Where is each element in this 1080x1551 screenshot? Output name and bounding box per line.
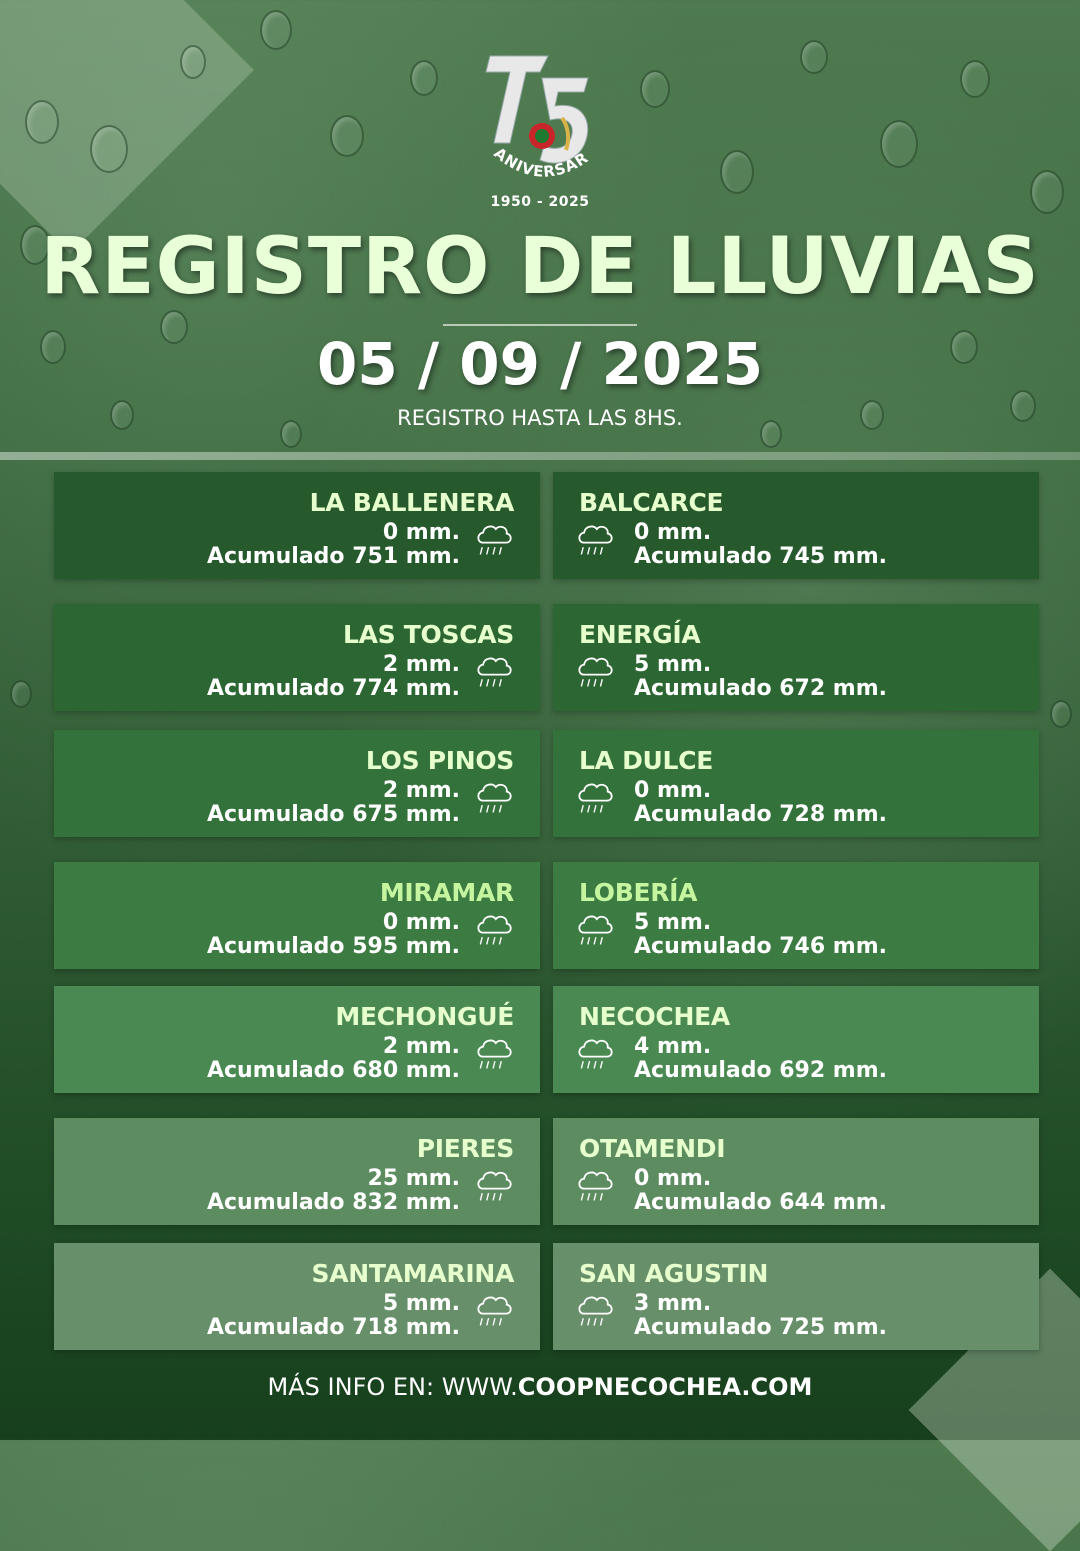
station-card <box>553 472 1039 579</box>
station-card <box>54 604 540 711</box>
station-card <box>54 472 540 579</box>
station-name-santamarina: SANTAMARINA <box>311 1259 514 1288</box>
station-rain-today: 2 mm. <box>382 778 460 803</box>
station-name-balcarce: BALCARCE <box>579 488 724 517</box>
station-rain-today: 2 mm. <box>382 1034 460 1059</box>
svg-text:ANIVERSARIO: ANIVERSAR <box>490 143 592 181</box>
rain-cloud-icon <box>575 1164 615 1206</box>
station-card <box>553 1243 1039 1350</box>
station-rain-accumulated: Acumulado 728 mm. <box>634 802 888 827</box>
rain-cloud-icon <box>474 1032 514 1074</box>
station-rain-today: 5 mm. <box>634 652 712 677</box>
station-rain-today: 0 mm. <box>634 778 712 803</box>
station-rain-accumulated: Acumulado 751 mm. <box>206 544 460 569</box>
rain-cloud-icon <box>575 1032 615 1074</box>
rain-cloud-icon <box>575 650 615 692</box>
station-rain-accumulated: Acumulado 718 mm. <box>206 1315 460 1340</box>
station-rain-accumulated: Acumulado 644 mm. <box>634 1190 888 1215</box>
anniversary-logo <box>470 48 610 218</box>
station-name-necochea: NECOCHEA <box>579 1002 730 1031</box>
station-rain-accumulated: Acumulado 692 mm. <box>634 1058 888 1083</box>
rain-cloud-icon <box>474 518 514 560</box>
station-card <box>553 1118 1039 1225</box>
station-rain-today: 0 mm. <box>634 1166 712 1191</box>
rain-cloud-icon <box>575 1289 615 1331</box>
station-name-miramar: MIRAMAR <box>379 878 514 907</box>
station-rain-accumulated: Acumulado 675 mm. <box>206 802 460 827</box>
rain-cloud-icon <box>474 650 514 692</box>
rain-cloud-icon <box>575 518 615 560</box>
rain-cloud-icon <box>474 1289 514 1331</box>
page-title: REGISTRO DE LLUVIAS <box>40 222 1040 312</box>
station-rain-accumulated: Acumulado 832 mm. <box>206 1190 460 1215</box>
station-rain-today: 0 mm. <box>382 910 460 935</box>
station-name-san-agustin: SAN AGUSTIN <box>579 1259 769 1288</box>
station-rain-today: 4 mm. <box>634 1034 712 1059</box>
rain-cloud-icon <box>474 1164 514 1206</box>
station-name-las-toscas: LAS TOSCAS <box>343 620 514 649</box>
station-name-energ-a: ENERGÍA <box>579 620 701 649</box>
station-name-mechongu-: MECHONGUÉ <box>335 1002 514 1031</box>
station-rain-accumulated: Acumulado 725 mm. <box>634 1315 888 1340</box>
station-name-otamendi: OTAMENDI <box>579 1134 726 1163</box>
station-card <box>553 604 1039 711</box>
station-rain-accumulated: Acumulado 745 mm. <box>634 544 888 569</box>
footer-info <box>0 1373 1080 1401</box>
station-rain-today: 0 mm. <box>634 520 712 545</box>
report-subtitle: REGISTRO HASTA LAS 8HS. <box>397 406 683 430</box>
station-name-la-ballenera: LA BALLENERA <box>309 488 514 517</box>
station-rain-today: 25 mm. <box>367 1166 460 1191</box>
station-name-lober-a: LOBERÍA <box>579 878 698 907</box>
station-card <box>54 986 540 1093</box>
station-card <box>553 986 1039 1093</box>
station-name-la-dulce: LA DULCE <box>579 746 713 775</box>
station-rain-accumulated: Acumulado 774 mm. <box>206 676 460 701</box>
station-rain-accumulated: Acumulado 595 mm. <box>206 934 460 959</box>
station-card <box>54 1243 540 1350</box>
title-divider <box>443 324 637 326</box>
station-rain-today: 5 mm. <box>634 910 712 935</box>
station-rain-today: 0 mm. <box>382 520 460 545</box>
station-rain-accumulated: Acumulado 680 mm. <box>206 1058 460 1083</box>
rain-cloud-icon <box>575 776 615 818</box>
station-card <box>54 1118 540 1225</box>
station-card <box>54 730 540 837</box>
station-name-los-pinos: LOS PINOS <box>365 746 514 775</box>
station-card <box>553 730 1039 837</box>
footer-domain[interactable]: COOPNECOCHEA.COM <box>517 1373 813 1401</box>
station-rain-accumulated: Acumulado 672 mm. <box>634 676 888 701</box>
horizontal-band <box>0 452 1080 460</box>
logo-75-icon <box>470 48 610 198</box>
rain-cloud-icon <box>474 908 514 950</box>
rain-cloud-icon <box>474 776 514 818</box>
logo-years: 1950 - 2025 <box>490 194 590 210</box>
footer-prefix: MÁS INFO EN: WWW. <box>267 1373 518 1401</box>
station-rain-accumulated: Acumulado 746 mm. <box>634 934 888 959</box>
station-name-pieres: PIERES <box>416 1134 514 1163</box>
station-card <box>54 862 540 969</box>
station-rain-today: 3 mm. <box>634 1291 712 1316</box>
station-rain-today: 2 mm. <box>382 652 460 677</box>
station-rain-today: 5 mm. <box>382 1291 460 1316</box>
rain-cloud-icon <box>575 908 615 950</box>
report-date: 05 / 09 / 2025 <box>317 330 763 398</box>
station-card <box>553 862 1039 969</box>
